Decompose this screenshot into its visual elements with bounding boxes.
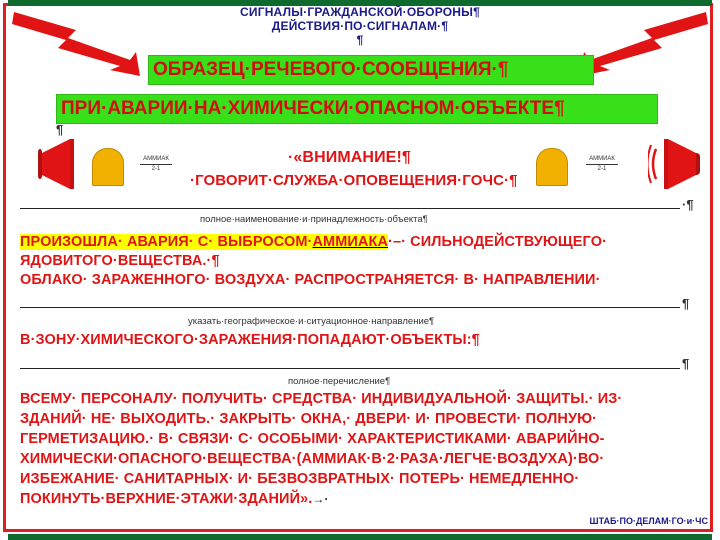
hazard-plate-right: АММИАК 2-1 — [586, 155, 618, 177]
paragraph-line-3: ГЕРМЕТИЗАЦИЮ.· В· СВЯЗИ· С· ОСОБЫМИ· ХАРАКТЕРИСТИКАМИ· АВАРИЙНО- — [20, 431, 605, 447]
body-line-3: ОБЛАКО· ЗАРАЖЕННОГО· ВОЗДУХА· РАСПРОСТРАНЯЕТСЯ· В· НАПРАВЛЕНИИ· — [20, 272, 601, 288]
warning-sign-left-icon — [92, 148, 124, 186]
hazard-plate-left: АММИАК 2-1 — [140, 155, 172, 177]
announce-attention: ·«ВНИМАНИЕ!¶ — [288, 149, 411, 166]
warning-sign-right-icon — [536, 148, 568, 186]
caption-object-name: полное·наименование·и·принадлежность·объекта¶ — [200, 214, 428, 225]
loudspeaker-right-icon — [648, 135, 708, 193]
banner-subtitle: ПРИ·АВАРИИ·НА·ХИМИЧЕСКИ·ОПАСНОМ·ОБЪЕКТЕ¶ — [56, 94, 658, 124]
banner-title: ОБРАЗЕЦ·РЕЧЕВОГО·СООБЩЕНИЯ·¶ — [148, 55, 594, 85]
loudspeaker-left-icon — [30, 135, 90, 193]
header-subtitle: ДЕЙСТВИЯ·ПО·СИГНАЛАМ·¶ — [271, 19, 449, 33]
blank-line-3 — [20, 368, 680, 369]
header-title: СИГНАЛЫ·ГРАЖДАНСКОЙ·ОБОРОНЫ¶ — [240, 5, 480, 19]
paragraph-line-5: ИЗБЕЖАНИЕ· САНИТАРНЫХ· И· БЕЗВОЗВРАТНЫХ· ПОТЕРЬ· НЕМЕДЛЕННО· — [20, 471, 580, 487]
paragraph-line-1: ВСЕМУ· ПЕРСОНАЛУ· ПОЛУЧИТЬ· СРЕДСТВА· ИНДИВИДУАЛЬНОЙ· ЗАЩИТЫ.· ИЗ· — [20, 391, 623, 407]
caption-list: полное·перечисление¶ — [288, 376, 391, 387]
header-pilcrow: ¶ — [356, 33, 364, 47]
body-line-2: ЯДОВИТОГО·ВЕЩЕСТВА.·¶ — [20, 253, 220, 269]
lone-pilcrow: ¶ — [56, 122, 64, 137]
paragraph-line-4: ХИМИЧЕСКИ·ОПАСНОГО·ВЕЩЕСТВА·(АММИАК·В·2·РАЗА·ЛЕГЧЕ·ВОЗДУХА)·ВО· — [20, 451, 605, 467]
lightning-right-icon — [580, 8, 708, 78]
paragraph-line-6: ПОКИНУТЬ·ВЕРХНИЕ·ЭТАЖИ·ЗДАНИЙ».→· — [20, 491, 329, 507]
blank-line-1-end: ·¶ — [682, 197, 694, 212]
blank-line-3-end: ¶ — [682, 356, 690, 371]
blank-line-2 — [20, 307, 680, 308]
blank-line-1 — [20, 208, 680, 209]
body-line-1: ПРОИЗОШЛА· АВАРИЯ· С· ВЫБРОСОМ·АММИАКА·–· СИЛЬНОДЕЙСТВУЮЩЕГО· — [20, 234, 607, 250]
blank-line-2-end: ¶ — [682, 296, 690, 311]
lightning-left-icon — [12, 8, 142, 78]
bottom-bar — [8, 534, 712, 540]
paragraph-line-2: ЗДАНИЙ· НЕ· ВЫХОДИТЬ.· ЗАКРЫТЬ· ОКНА,· ДВЕРИ· И· ПРОВЕСТИ· ПОЛНУЮ· — [20, 411, 598, 427]
body-line-4: В·ЗОНУ·ХИМИЧЕСКОГО·ЗАРАЖЕНИЯ·ПОПАДАЮТ·ОБЪЕКТЫ:¶ — [20, 332, 480, 348]
footer-org: ШТАБ·ПО·ДЕЛАМ·ГО·и·ЧС — [589, 516, 708, 526]
announce-service: ·ГОВОРИТ·СЛУЖБА·ОПОВЕЩЕНИЯ·ГОЧС·¶ — [190, 172, 518, 189]
caption-direction: указать·географическое·и·ситуационное·направление¶ — [188, 316, 435, 327]
